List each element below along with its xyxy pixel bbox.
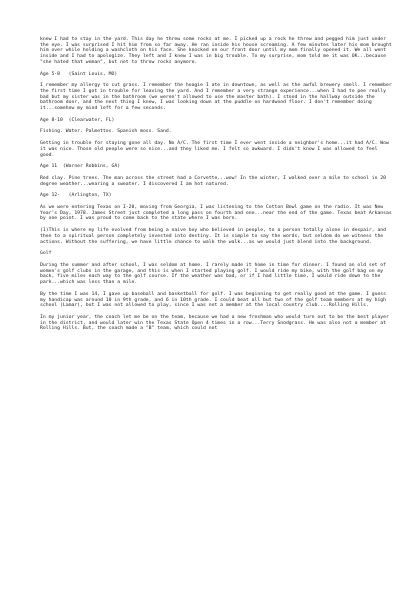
paragraph: Red clay. Pine trees. The man across the street had a Corvette...wow! In the winter, I walked over a mile to school in 20 degree weather...wearing a sweater. I discovered I am hot natured. [40, 175, 387, 187]
document-page [40, 37, 392, 338]
paragraph: knew I had to stay in the yard. This day he threw some rocks at me. I picked up a rock he threw and pegged him just under the eye. I was surprised I hit him from so far away. He ran inside his house screaming. A few minutes later his mom brought him over while holding a washcloth on his face. She knocked on our front door until my mom finally opened it. We all went inside and I had to apologize. They left and I knew I was in big trouble. To my surprise, mom told me it was OK...because "she hated that woman", but not to throw rocks anymore. [40, 37, 392, 65]
paragraph: By the time I was 14, I gave up baseball and basketball for golf. I was beginning to get really good at the game. I guess my handicap was around 10 in 9th grade, and 6 in 10th grade. I could beat all but two of the golf team members at my high school (Lamar), but I was not allowed to play, since I was not a member at the local country club....Rolling Hills. [40, 291, 387, 309]
paragraph: I remember my allergy to cut grass. I remember the hoagie I ate in downtown, as well as the awful brewery smell. I remember the first time I got in trouble for leaving the yard. And I remember a very strange experience...when I had to pee really bad but my sister was in the bathroom (we weren't allowed to use the master bath). I stood in the hallway outside the bathroom door, and the next thing I knew, I was looking down at the puddle on hardwood floor. I don't remember doing it...somehow my mind left for a few seconds. [40, 83, 392, 112]
paragraph: As we were entering Texas on I-20, moving from Georgia, I was listening to the Cotton Bowl game on the radio. It was New Year's Day, 1978. James Street just completed a long pass on fourth and one...near the end of the game. Texas beat Arkansas by one point. I was proud to come back to the state where I was born. [40, 205, 392, 222]
section-heading: Age 11 (Warner Robbins, GA) [40, 164, 121, 170]
paragraph: (1)This is where my life evolved from being a naive boy who believed in people, to a person totally alone in despair, and then to a spiritual person completely invested into destiny. It is simple to say the words, but seldom do we witness the actions. Without the suffering, we have little chance to walk the walk...as we would just blend into the background. [40, 228, 387, 245]
section-heading: Age 5-8 (Saint Louis, MO) [40, 71, 118, 77]
section-heading: Age 12- (Arlington, TX) [40, 193, 112, 199]
paragraph: Fishing. Water. Palmettos. Spanish moss. Sand. [40, 129, 172, 135]
section-heading: Age 8-10 (Clearwater, FL) [40, 117, 115, 123]
paragraph: Getting in trouble for staying gone all day. No A/C. The first time I ever went inside a neighbor's home...it had A/C. Wow it was nice. Those old people were so nice...and they liked me. I felt so awkward. I didn't know I was allowed to feel good. [40, 141, 389, 158]
paragraph: During the summer and after school, I was seldom at home. I rarely made it home in time for dinner. I found an old set of women's golf clubs in the garage, and this is when I started playing golf. I would ride my bike, with the golf bag on my back, five miles each way to the golf course. If the weather was bad, or if I had little time, I would ride down to the park...which was less than a mile. [40, 262, 387, 286]
paragraph: In my junior year, the coach let me be on the team, because we had a new freshman who would turn out to be the best player in the district, and would later win the Texas State Open 4 times in a row...Terry Snodgrass. He was also not a member at Rolling Hills. But, the coach made a "B" team, which could not [40, 314, 389, 332]
section-heading: Golf [40, 251, 52, 257]
